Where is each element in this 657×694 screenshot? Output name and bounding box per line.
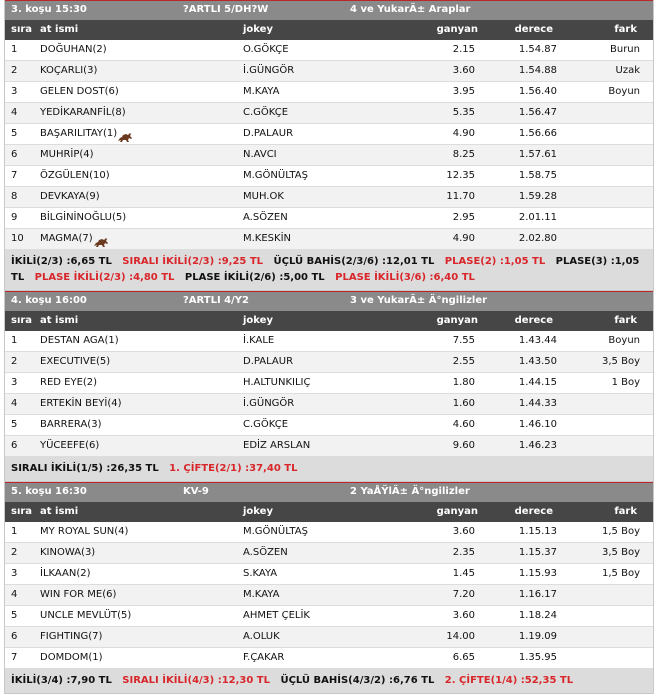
horse-name[interactable]: KINOWA(3) [40, 547, 96, 558]
payout-item: PLASE İKİLİ(3/6) :6,40 TL [335, 272, 475, 283]
payout-item: PLASE İKİLİ(2/3) :4,80 TL [34, 272, 175, 283]
margin: 3,5 Boy [602, 547, 640, 558]
jockey: F.ÇAKAR [243, 652, 285, 663]
position: 7 [11, 170, 18, 181]
payout-summary [5, 250, 653, 291]
race-time: 1.35.95 [518, 652, 557, 663]
horse-name-cell[interactable] [40, 86, 119, 97]
table-row [5, 627, 653, 648]
table-row [5, 585, 653, 606]
column-jokey-label: jokey [243, 315, 273, 326]
race-time: 1.16.17 [518, 589, 557, 600]
position: 6 [11, 440, 18, 451]
ganyan-odds: 1.80 [452, 377, 475, 388]
column-sira-label: sıra [11, 24, 33, 35]
position: 6 [11, 631, 18, 642]
position: 8 [11, 191, 18, 202]
horse-name-cell[interactable] [40, 191, 100, 202]
margin: Burun [610, 44, 640, 55]
horse-name[interactable]: İLKAAN(2) [40, 568, 91, 579]
race-time: 1.58.75 [518, 170, 557, 181]
position: 4 [11, 398, 18, 409]
horse-name-cell[interactable] [40, 128, 117, 139]
horse-name-cell[interactable] [40, 547, 95, 558]
horse-name-cell[interactable] [40, 440, 99, 451]
position: 5 [11, 419, 18, 430]
column-derece-label: derece [514, 315, 553, 326]
jockey: C.GÖKÇE [243, 419, 289, 430]
table-row [5, 352, 653, 373]
race-title: 4. koşu 16:00 [11, 295, 87, 306]
horse-name[interactable]: YÜCEEFE(6) [40, 440, 100, 451]
ganyan-odds: 8.25 [452, 149, 475, 160]
position: 3 [11, 377, 18, 388]
race-time: 2.01.11 [518, 212, 557, 223]
race-header [5, 291, 653, 311]
table-row [5, 145, 653, 166]
table-row [5, 61, 653, 82]
horse-name[interactable]: YEDİKARANFİL(8) [40, 107, 126, 118]
jockey: S.KAYA [243, 568, 278, 579]
horse-icon [93, 237, 109, 248]
payout-summary [5, 457, 653, 482]
race-header [5, 482, 653, 502]
ganyan-odds: 9.60 [452, 440, 475, 451]
position: 7 [11, 652, 18, 663]
race-time: 1.44.15 [518, 377, 557, 388]
race-time: 1.56.40 [518, 86, 557, 97]
payout-item: ÜÇLÜ BAHİS(2/3/6) :12,01 TL [273, 256, 435, 267]
race-type: KV-9 [183, 486, 209, 497]
margin: 1,5 Boy [602, 526, 640, 537]
race-category: 4 ve YukarÄ± Araplar [350, 4, 471, 15]
ganyan-odds: 12.35 [446, 170, 475, 181]
payout-item: SIRALI İKİLİ(4/3) :12,30 TL [122, 675, 270, 686]
margin: 3,5 Boy [602, 356, 640, 367]
table-row [5, 543, 653, 564]
payout-item: PLASE(3) :1,05 TL [11, 256, 640, 283]
horse-name-cell[interactable] [40, 233, 93, 244]
table-row [5, 103, 653, 124]
race-time: 1.56.47 [518, 107, 557, 118]
margin: Uzak [615, 65, 640, 76]
race-time: 1.46.23 [518, 440, 557, 451]
race-time: 1.46.10 [518, 419, 557, 430]
column-ganyan-label: ganyan [436, 506, 478, 517]
position: 4 [11, 589, 18, 600]
column-sira-label: sıra [11, 506, 33, 517]
table-row [5, 208, 653, 229]
horse-name[interactable]: WIN FOR ME(6) [40, 589, 117, 600]
table-row [5, 82, 653, 103]
horse-name-cell[interactable] [40, 377, 97, 388]
position: 5 [11, 610, 18, 621]
ganyan-odds: 3.60 [452, 65, 475, 76]
payout-item: ÜÇLÜ BAHİS(4/3/2) :6,76 TL [280, 675, 435, 686]
payout-item: SIRALI İKİLİ(1/5) :26,35 TL [11, 463, 159, 474]
position: 1 [11, 335, 18, 346]
ganyan-odds: 5.35 [452, 107, 475, 118]
position: 5 [11, 128, 18, 139]
jockey: A.SÖZEN [243, 547, 288, 558]
column-jokey-label: jokey [243, 506, 273, 517]
race-title: 3. koşu 15:30 [11, 4, 87, 15]
race-category: 3 ve YukarÄ± Ä°ngilizler [350, 295, 488, 306]
payout-summary [5, 669, 653, 694]
ganyan-odds: 2.55 [452, 356, 475, 367]
jockey: O.GÖKÇE [243, 44, 289, 55]
horse-name[interactable]: DEVKAYA(9) [40, 191, 100, 202]
ganyan-odds: 6.65 [452, 652, 475, 663]
horse-name-cell[interactable] [40, 398, 122, 409]
margin: 1 Boy [611, 377, 640, 388]
race-section [4, 0, 654, 291]
table-row [5, 187, 653, 208]
payout-item: 1. ÇİFTE(2/1) :37,40 TL [169, 463, 298, 474]
table-row [5, 606, 653, 627]
column-fark-label: fark [614, 506, 637, 517]
margin: Boyun [608, 86, 640, 97]
horse-name[interactable]: MAGMA(7) [40, 233, 93, 244]
ganyan-odds: 7.55 [452, 335, 475, 346]
horse-name-cell[interactable] [40, 526, 128, 537]
column-derece-label: derece [514, 506, 553, 517]
jockey: N.AVCI [243, 149, 277, 160]
horse-name[interactable]: FIGHTING(7) [40, 631, 103, 642]
race-category: 2 YaÅŸlÄ± Ä°ngilizler [350, 486, 470, 497]
table-row [5, 564, 653, 585]
column-at-label: at ismi [40, 315, 79, 326]
payout-item: İKİLİ(3/4) :7,90 TL [11, 675, 112, 686]
ganyan-odds: 2.15 [452, 44, 475, 55]
race-header [5, 0, 653, 20]
column-at-label: at ismi [40, 506, 79, 517]
column-sira-label: sıra [11, 315, 33, 326]
column-header [5, 311, 653, 331]
jockey: A.SÖZEN [243, 212, 288, 223]
horse-name-cell[interactable] [40, 170, 110, 181]
table-row [5, 373, 653, 394]
race-type: ?ARTLI 5/DH?W [183, 4, 269, 15]
table-row [5, 166, 653, 187]
race-section [4, 482, 654, 694]
horse-name[interactable]: EXECUTIVE(5) [40, 356, 111, 367]
table-row [5, 648, 653, 669]
position: 10 [11, 233, 24, 244]
margin: Boyun [608, 335, 640, 346]
column-ganyan-label: ganyan [436, 24, 478, 35]
ganyan-odds: 1.45 [452, 568, 475, 579]
jockey: MUH.OK [243, 191, 284, 202]
jockey: M.KAYA [243, 589, 280, 600]
jockey: C.GÖKÇE [243, 107, 289, 118]
horse-name[interactable]: DESTAN AGA(1) [40, 335, 119, 346]
payout-item: İKİLİ(2/3) :6,65 TL [11, 256, 112, 267]
column-at-label: at ismi [40, 24, 79, 35]
horse-name[interactable]: UNCLE MEVLÜT(5) [40, 610, 132, 621]
table-row [5, 394, 653, 415]
horse-name[interactable]: GELEN DOST(6) [40, 86, 119, 97]
race-time: 1.56.66 [518, 128, 557, 139]
horse-icon [117, 132, 133, 143]
horse-name[interactable]: BARRERA(3) [40, 419, 102, 430]
payout-item: SIRALI İKİLİ(2/3) :9,25 TL [122, 256, 264, 267]
horse-name[interactable]: MY ROYAL SUN(4) [40, 526, 129, 537]
ganyan-odds: 4.60 [452, 419, 475, 430]
horse-name[interactable]: KOÇARLI(3) [40, 65, 98, 76]
race-time: 1.15.93 [518, 568, 557, 579]
horse-name-cell[interactable] [40, 65, 97, 76]
jockey: AHMET ÇELİK [243, 610, 310, 621]
position: 3 [11, 86, 18, 97]
race-time: 1.54.88 [518, 65, 557, 76]
column-fark-label: fark [614, 24, 637, 35]
horse-name-cell[interactable] [40, 335, 119, 346]
horse-name-cell[interactable] [40, 356, 110, 367]
jockey: M.KAYA [243, 86, 280, 97]
position: 2 [11, 65, 18, 76]
ganyan-odds: 3.95 [452, 86, 475, 97]
ganyan-odds: 3.60 [452, 610, 475, 621]
horse-name[interactable]: RED EYE(2) [40, 377, 98, 388]
jockey: EDİZ ARSLAN [243, 440, 311, 451]
ganyan-odds: 2.35 [452, 547, 475, 558]
horse-name-cell[interactable] [40, 212, 126, 223]
payout-item: PLASE İKİLİ(2/6) :5,00 TL [184, 272, 325, 283]
jockey: D.PALAUR [243, 356, 294, 367]
position: 6 [11, 149, 18, 160]
column-ganyan-label: ganyan [436, 315, 478, 326]
position: 2 [11, 547, 18, 558]
horse-name[interactable]: DOMDOM(1) [40, 652, 103, 663]
jockey: İ.GÜNGÖR [243, 65, 295, 76]
margin: 1,5 Boy [602, 568, 640, 579]
jockey: A.OLUK [243, 631, 280, 642]
column-derece-label: derece [514, 24, 553, 35]
payout-item: PLASE(2) :1,05 TL [444, 256, 546, 267]
horse-name[interactable]: ERTEKİN BEYİ(4) [40, 398, 122, 409]
ganyan-odds: 11.70 [446, 191, 475, 202]
column-jokey-label: jokey [243, 24, 273, 35]
ganyan-odds: 7.20 [452, 589, 475, 600]
table-row [5, 522, 653, 543]
race-results [4, 0, 654, 694]
horse-name[interactable]: ÖZGÜLEN(10) [40, 170, 110, 181]
jockey: H.ALTUNKILIÇ [243, 377, 311, 388]
race-time: 1.43.44 [518, 335, 557, 346]
ganyan-odds: 1.60 [452, 398, 475, 409]
ganyan-odds: 2.95 [452, 212, 475, 223]
race-title: 5. koşu 16:30 [11, 486, 87, 497]
table-row [5, 415, 653, 436]
position: 2 [11, 356, 18, 367]
race-type: ?ARTLI 4/Y2 [183, 295, 249, 306]
column-fark-label: fark [614, 315, 637, 326]
jockey: M.KESKİN [243, 233, 292, 244]
horse-name-cell[interactable] [40, 589, 116, 600]
table-row [5, 40, 653, 61]
horse-name-cell[interactable] [40, 631, 102, 642]
race-time: 1.57.61 [518, 149, 557, 160]
race-time: 1.19.09 [518, 631, 557, 642]
position: 3 [11, 568, 18, 579]
table-row [5, 229, 653, 250]
table-row [5, 331, 653, 352]
race-time: 1.44.33 [518, 398, 557, 409]
race-section [4, 291, 654, 482]
horse-name[interactable]: BAŞARILITAY(1) [40, 128, 118, 139]
jockey: İ.GÜNGÖR [243, 398, 295, 409]
table-row [5, 124, 653, 145]
horse-name-cell[interactable] [40, 568, 91, 579]
table-row [5, 436, 653, 457]
race-time: 1.43.50 [518, 356, 557, 367]
jockey: M.GÖNÜLTAŞ [243, 526, 308, 537]
jockey: D.PALAUR [243, 128, 294, 139]
ganyan-odds: 4.90 [452, 128, 475, 139]
column-header [5, 502, 653, 522]
ganyan-odds: 14.00 [446, 631, 475, 642]
horse-name-cell[interactable] [40, 419, 101, 430]
position: 9 [11, 212, 18, 223]
jockey: M.GÖNÜLTAŞ [243, 170, 308, 181]
ganyan-odds: 4.90 [452, 233, 475, 244]
ganyan-odds: 3.60 [452, 526, 475, 537]
payout-item: 2. ÇİFTE(1/4) :52,35 TL [444, 675, 574, 686]
race-time: 2.02.80 [518, 233, 557, 244]
race-time: 1.15.37 [518, 547, 557, 558]
race-time: 1.18.24 [518, 610, 557, 621]
race-time: 1.54.87 [518, 44, 557, 55]
horse-name-cell[interactable] [40, 652, 103, 663]
horse-name[interactable]: BİLGİNİNOĞLU(5) [40, 212, 127, 223]
horse-name-cell[interactable] [40, 149, 94, 160]
jockey: İ.KALE [243, 335, 275, 346]
horse-name[interactable]: DOĞUHAN(2) [40, 44, 107, 55]
horse-name-cell[interactable] [40, 610, 131, 621]
column-header [5, 20, 653, 40]
horse-name[interactable]: MUHRİP(4) [40, 149, 94, 160]
race-time: 1.15.13 [518, 526, 557, 537]
horse-name-cell[interactable] [40, 107, 126, 118]
position: 1 [11, 526, 18, 537]
race-time: 1.59.28 [518, 191, 557, 202]
horse-name-cell[interactable] [40, 44, 107, 55]
position: 1 [11, 44, 18, 55]
position: 4 [11, 107, 18, 118]
